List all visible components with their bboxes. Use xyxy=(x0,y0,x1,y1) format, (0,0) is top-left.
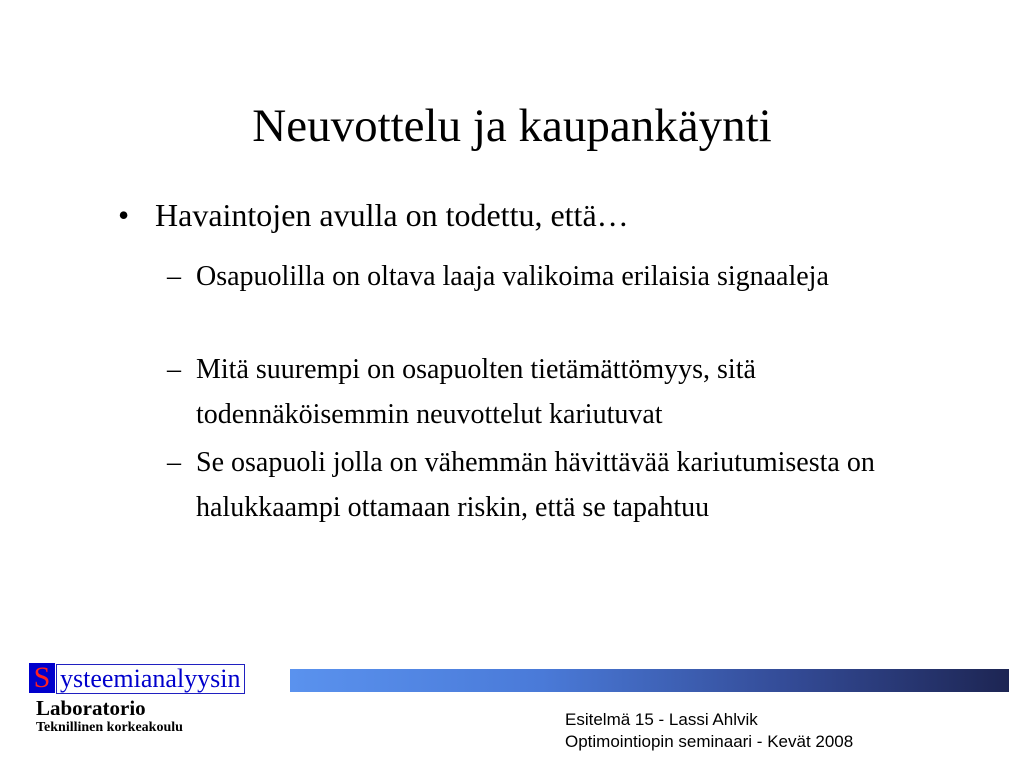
sub-bullet-text: Mitä suurempi on osapuolten tietämättömyys, sitä todennäköisemmin neuvottelut kariutuvat xyxy=(196,354,756,430)
footer-info xyxy=(565,709,853,753)
bullet-marker: • xyxy=(118,197,130,233)
sub-bullet-text: Osapuolilla on oltava laaja valikoima erilaisia signaaleja xyxy=(196,261,829,292)
sub-bullet-marker: – xyxy=(167,447,181,478)
slide-title: Neuvottelu ja kaupankäynti xyxy=(252,100,772,152)
sub-bullet-marker: – xyxy=(167,354,181,385)
logo-wordmark: ysteemianalyysin xyxy=(56,664,245,694)
sub-bullet-text: Se osapuoli jolla on vähemmän hävittävää kariutumisesta on halukkaampi ottamaan riskin, että se tapahtuu xyxy=(196,447,875,523)
university-name: Teknillinen korkeakoulu xyxy=(36,720,183,735)
footer-gradient-bar xyxy=(290,669,1009,692)
footer-presentation: Esitelmä 15 - Lassi Ahlvik xyxy=(565,710,758,729)
main-bullet-text: Havaintojen avulla on todettu, että… xyxy=(155,197,629,233)
footer-seminar: Optimointiopin seminaari - Kevät 2008 xyxy=(565,732,854,751)
lab-name: Laboratorio xyxy=(36,696,146,720)
sub-bullet-marker: – xyxy=(167,261,181,292)
logo-initial: S xyxy=(29,663,55,693)
